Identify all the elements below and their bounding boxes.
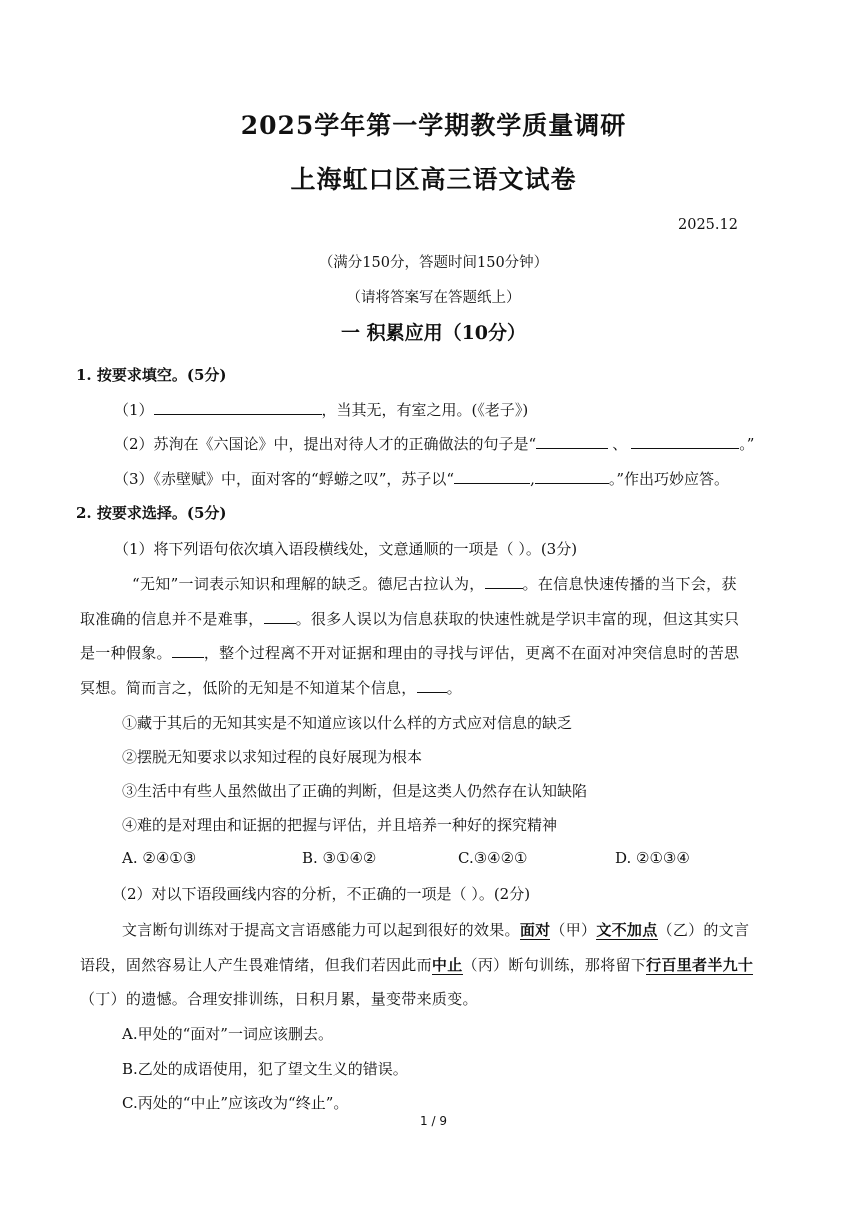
passage-line (80, 608, 780, 629)
q2-sub1: （1）将下列语句依次填入语段横线处，文意通顺的一项是（ ）。(3分) (114, 540, 578, 558)
passage-line (80, 642, 780, 663)
option-1: ①藏于其后的无知其实是不知道应该以什么样的方式应对信息的缺乏 (122, 714, 573, 732)
passage-blank[interactable] (417, 678, 447, 693)
passage2-line (80, 988, 780, 1009)
q1-item3-text: （3）《赤壁赋》中，面对客的“蜉蝣之叹”，苏子以“ (114, 470, 455, 488)
passage-blank[interactable] (264, 609, 296, 624)
underlined-phrase-ding: 行百里者半九十 (646, 956, 754, 974)
answer-blank[interactable] (454, 469, 530, 484)
q1-item2-text: （2）苏洵在《六国论》中，提出对待人才的正确做法的句子是“ (114, 435, 537, 453)
q1-heading: 1. 按要求填空。(5分) (76, 366, 227, 384)
passage-text: （乙）的文言 (657, 921, 750, 939)
passage-text: 。 (446, 679, 462, 697)
page-number: 1 / 9 (420, 1114, 447, 1128)
option-3: ③生活中有些人虽然做出了正确的判断，但是这类人仍然存在认知缺陷 (122, 782, 588, 800)
passage-text: 。很多人误以为信息获取的快速性就是学识丰富的现，但这其实只 (295, 610, 740, 628)
q1-item1-text: ，当其无，有室之用。(《老子》) (321, 401, 529, 419)
q1-item1-label: （1） (114, 401, 154, 419)
passage-text: 冥想。简而言之，低阶的无知是不知道某个信息， (80, 679, 417, 697)
q1-item3 (114, 468, 729, 489)
option-4: ④难的是对理由和证据的把握与评估，并且培养一种好的探究精神 (122, 816, 558, 834)
score-time-note: （满分150分，答题时间150分钟） (318, 255, 549, 271)
q1-item3-end: 。”作出巧妙应答。 (608, 470, 730, 488)
exam-title-line1: 2025学年第一学期教学质量调研 (240, 111, 627, 140)
passage-line (80, 677, 780, 698)
q1-item2-sep: 、 (612, 435, 628, 453)
passage2-line (122, 919, 822, 940)
choice-c[interactable]: C.③④②① (458, 849, 528, 867)
answer-blank[interactable] (631, 434, 739, 449)
passage-text: “无知”一词表示知识和理解的缺乏。德尼古拉认为， (132, 575, 485, 593)
passage-text: 文言断句训练对于提高文言语感能力可以起到很好的效果。 (122, 921, 520, 939)
passage-text: （丙）断句训练，那将留下 (462, 956, 647, 974)
answer-blank[interactable] (154, 400, 322, 415)
passage-text: 。在信息快速传播的当下会，获 (522, 575, 737, 593)
passage-text: （甲） (550, 921, 597, 939)
choice-d[interactable]: D. ②①③④ (615, 849, 690, 867)
underlined-phrase-jia: 面对 (519, 921, 551, 939)
exam-title-line2: 上海虹口区高三语文试卷 (290, 165, 577, 194)
passage-line (132, 573, 832, 594)
q1-item2 (114, 433, 754, 454)
passage-text: 语段，固然容易让人产生畏难情绪，但我们若因此而 (80, 956, 432, 974)
answer-b[interactable]: B.乙处的成语使用，犯了望文生义的错误。 (122, 1060, 408, 1078)
passage-blank[interactable] (172, 643, 204, 658)
option-2: ②摆脱无知要求以求知过程的良好展现为根本 (122, 748, 423, 766)
passage-text: （丁）的遗憾。合理安排训练，日积月累，量变带来质变。 (80, 990, 478, 1008)
answer-sheet-note: （请将答案写在答题纸上） (346, 290, 521, 306)
passage2-line (80, 954, 780, 975)
passage-blank[interactable] (485, 574, 523, 589)
underlined-phrase-bing: 中止 (431, 956, 463, 974)
q2-sub2: （2）对以下语段画线内容的分析，不正确的一项是（ ）。(2分) (112, 885, 531, 903)
answer-blank[interactable] (536, 434, 608, 449)
choice-a[interactable]: A. ②④①③ (122, 849, 197, 867)
underlined-phrase-yi: 文不加点 (596, 921, 658, 939)
q2-heading: 2. 按要求选择。(5分) (76, 504, 227, 522)
exam-date: 2025.12 (678, 217, 738, 233)
q1-item1 (114, 399, 528, 420)
q1-item2-end: 。” (739, 435, 755, 453)
answer-blank[interactable] (535, 469, 609, 484)
passage-text: ，整个过程离不开对证据和理由的寻找与评估，更离不在面对冲突信息时的苦思 (203, 644, 740, 662)
q1-item3-sep: , (530, 470, 535, 488)
choice-b[interactable]: B. ③①④② (302, 849, 377, 867)
answer-a[interactable]: A.甲处的“面对”一词应该删去。 (122, 1025, 333, 1043)
passage-text: 是一种假象。 (80, 644, 172, 662)
passage-text: 取准确的信息并不是难事， (80, 610, 264, 628)
section-title: 一 积累应用（10分） (340, 322, 527, 344)
answer-c[interactable]: C.丙处的“中止”应该改为“终止”。 (122, 1094, 349, 1112)
